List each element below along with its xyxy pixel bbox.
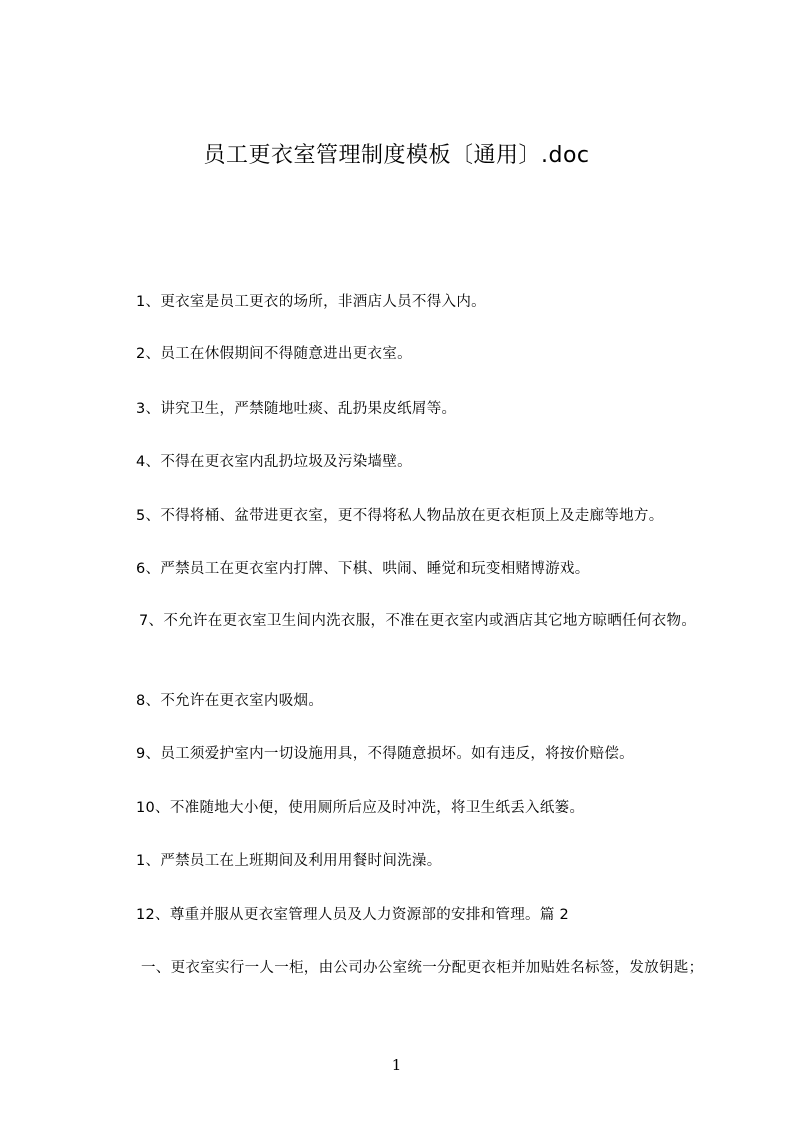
- paragraph-6: 6、严禁员工在更衣室内打牌、下棋、哄闹、睡觉和玩变相赌博游戏。: [136, 561, 590, 577]
- paragraph-11: 1、严禁员工在上班期间及利用用餐时间洗澡。: [136, 853, 442, 869]
- paragraph-3: 3、讲究卫生，严禁随地吐痰、乱扔果皮纸屑等。: [136, 401, 457, 417]
- document-title: 员工更衣室管理制度模板〔通用〕.doc: [203, 143, 590, 168]
- page-number: 1: [391, 1056, 402, 1074]
- paragraph-12: 12、尊重并服从更衣室管理人员及人力资源部的安排和管理。篇 2: [136, 907, 570, 923]
- paragraph-10: 10、不准随地大小便，使用厕所后应及时冲洗，将卫生纸丢入纸篓。: [136, 800, 585, 816]
- paragraph-1: 1、更衣室是员工更衣的场所，非酒店人员不得入内。: [136, 294, 486, 310]
- paragraph-13: 一、更衣室实行一人一柜，由公司办公室统一分配更衣柜并加贴姓名标签，发放钥匙；: [141, 960, 704, 976]
- paragraph-2: 2、员工在休假期间不得随意进出更衣室。: [136, 346, 412, 362]
- paragraph-8: 8、不允许在更衣室内吸烟。: [136, 693, 324, 709]
- paragraph-9: 9、员工须爱护室内一切设施用具，不得随意损坏。如有违反，将按价赔偿。: [136, 746, 634, 762]
- paragraph-7: 7、不允许在更衣室卫生间内洗衣服，不准在更衣室内或酒店其它地方晾晒任何衣物。: [139, 613, 697, 629]
- paragraph-5: 5、不得将桶、盆带进更衣室，更不得将私人物品放在更衣柜顶上及走廊等地方。: [136, 508, 664, 524]
- paragraph-4: 4、不得在更衣室内乱扔垃圾及污染墙壁。: [136, 454, 412, 470]
